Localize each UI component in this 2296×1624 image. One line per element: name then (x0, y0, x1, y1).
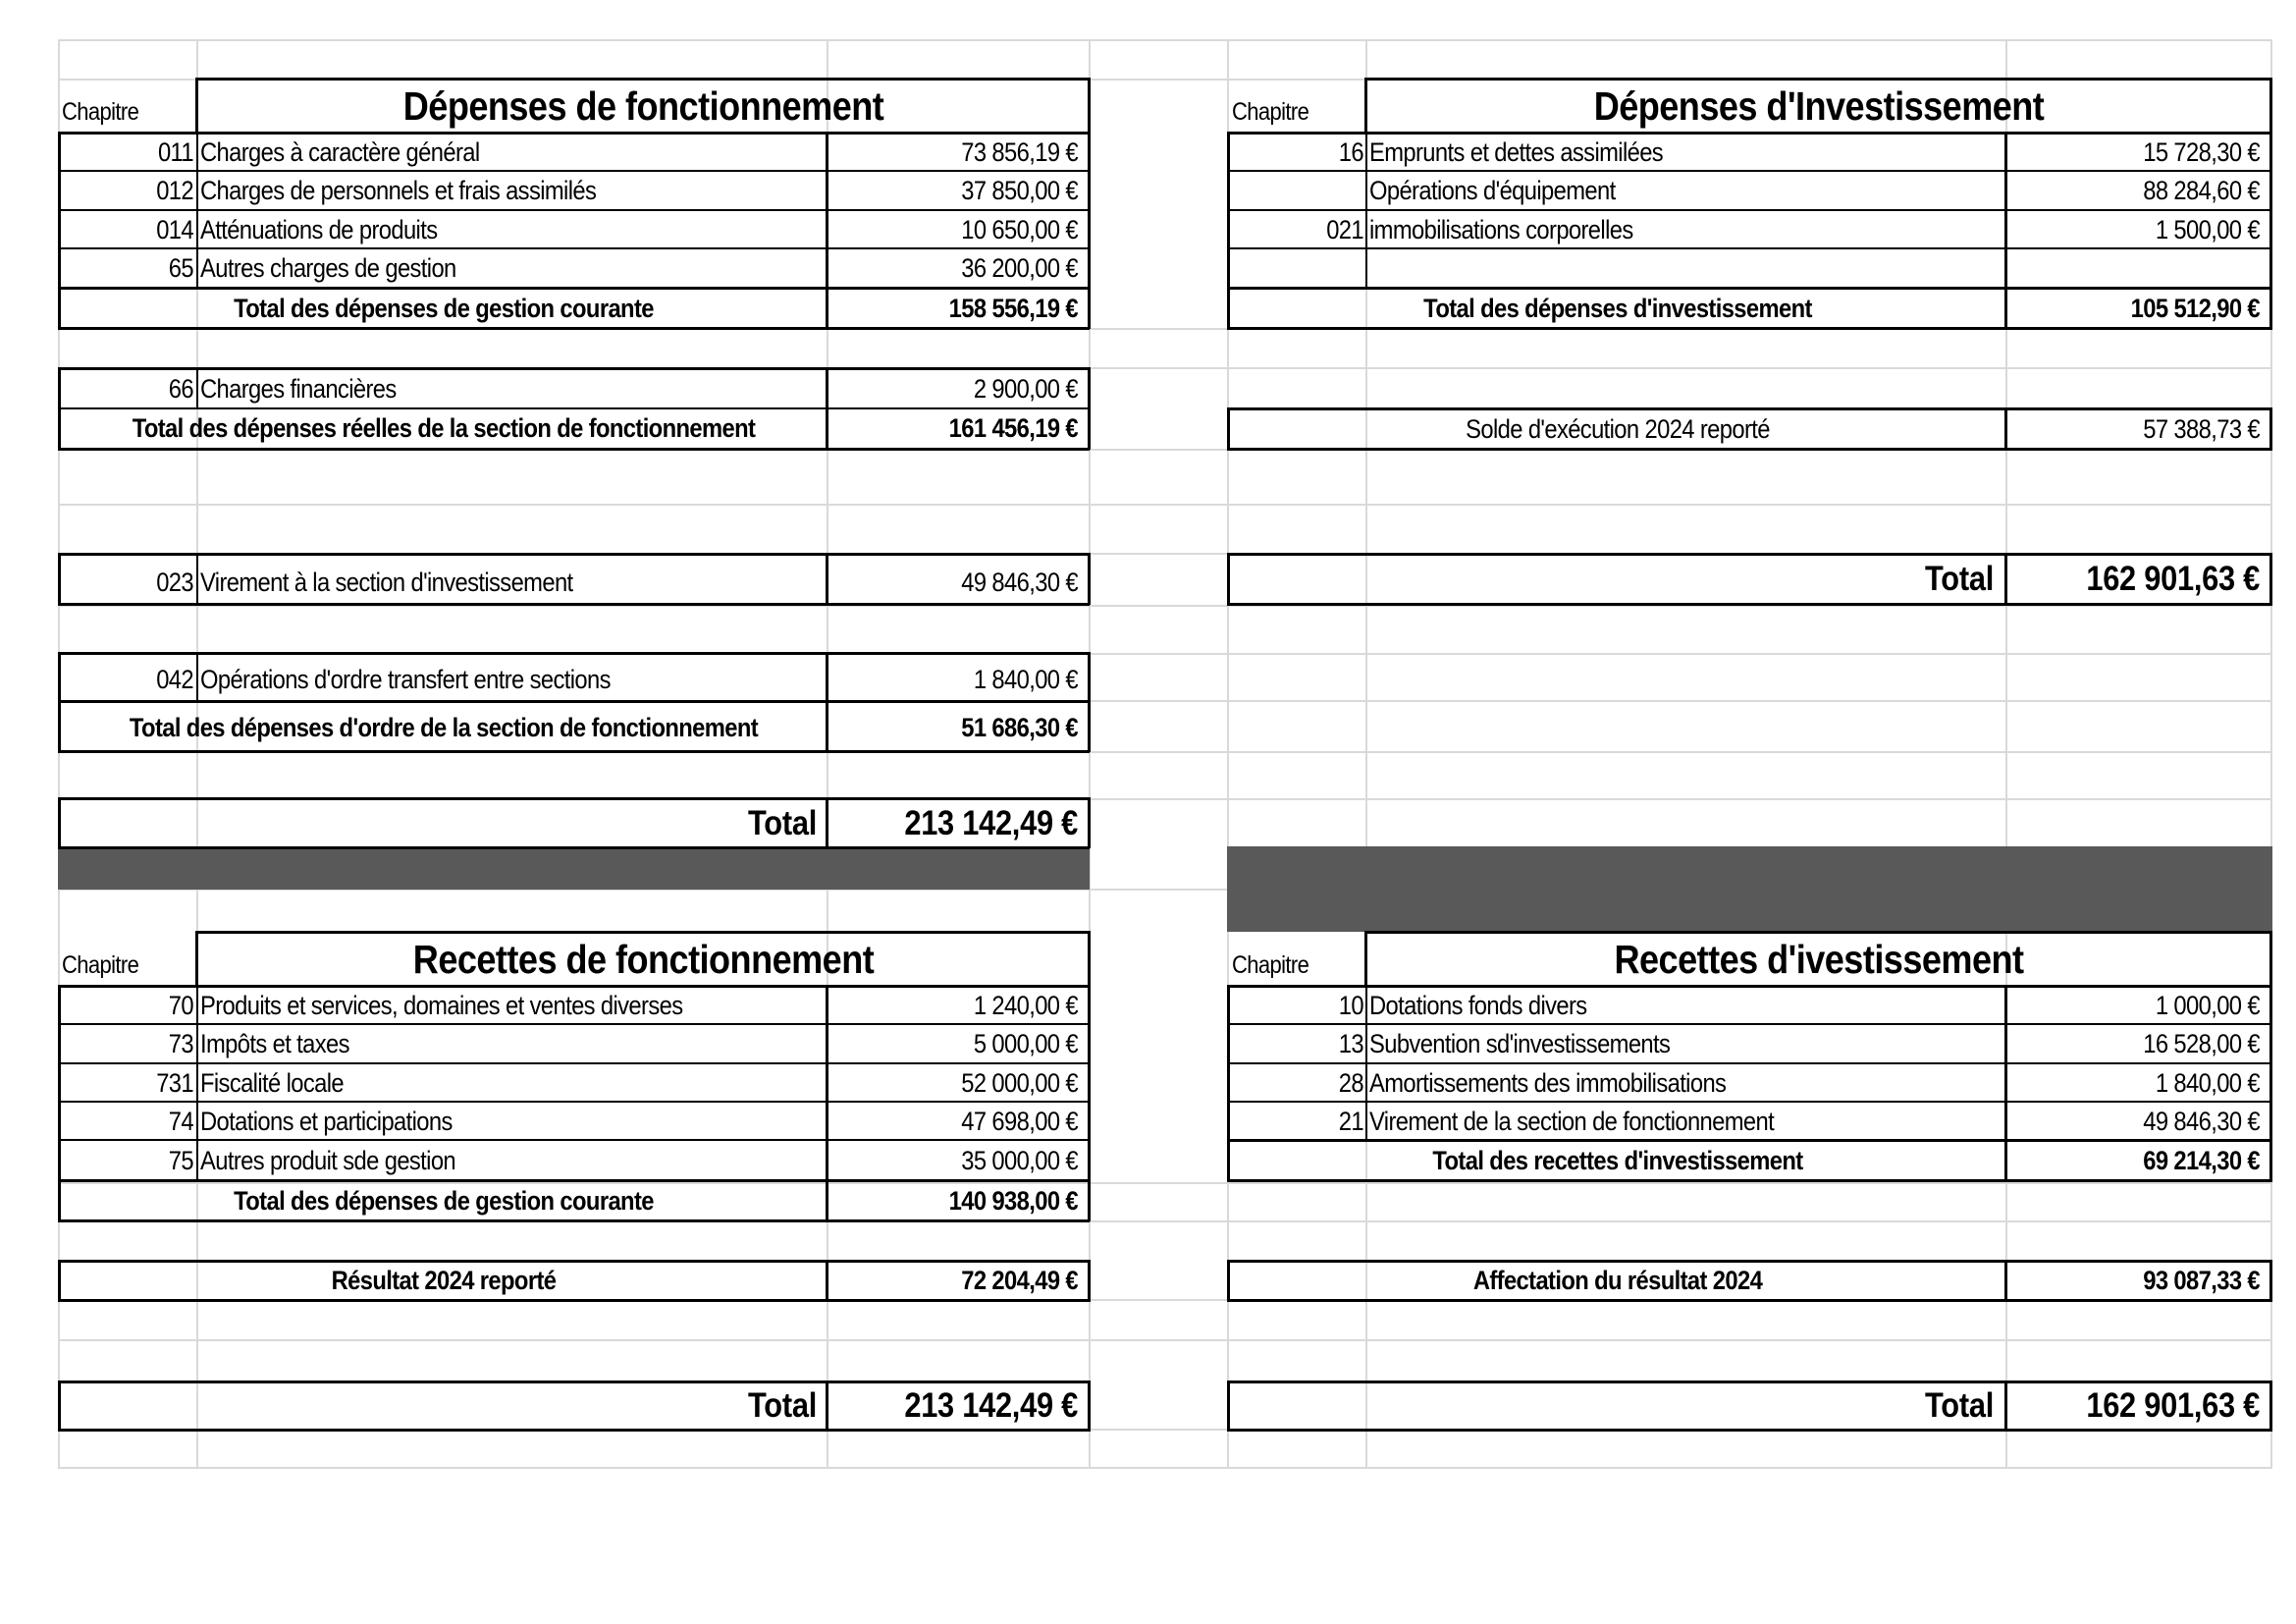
row-code: 012 (156, 175, 193, 205)
row-label: Amortissements des immobilisations (1369, 1067, 1727, 1098)
row-amount: 10 650,00 € (961, 214, 1078, 244)
subtotal-label: Total des dépenses de gestion courante (234, 293, 654, 323)
row-amount: 16 528,00 € (2143, 1028, 2260, 1058)
row-code: 042 (156, 665, 193, 694)
section-title: Dépenses d'Investissement (1593, 82, 2045, 129)
total-amount: 162 901,63 € (2086, 560, 2260, 598)
chapitre-header: Chapitre (62, 97, 139, 126)
row-code: 731 (156, 1067, 193, 1098)
row-amount: 72 204,49 € (961, 1266, 1078, 1295)
row-label: Fiscalité locale (200, 1067, 344, 1098)
row-code: 65 (168, 253, 193, 283)
row-label: immobilisations corporelles (1369, 214, 1633, 244)
row-amount: 88 284,60 € (2143, 175, 2260, 205)
section-title: Recettes d'ivestissement (1614, 936, 2024, 982)
row-code: 66 (168, 373, 193, 404)
total-label: Total (1925, 1386, 1994, 1425)
subtotal-label: Total des dépenses d'ordre de la section de fonctionnement (129, 712, 759, 742)
separator-band-right (1227, 846, 2272, 932)
row-code: 21 (1338, 1106, 1363, 1136)
row-amount: 1 840,00 € (2155, 1067, 2260, 1098)
row-code: 023 (156, 568, 193, 597)
row-label: Autres charges de gestion (200, 253, 456, 283)
row-amount: 57 388,73 € (2143, 413, 2260, 444)
row-amount: 1 840,00 € (973, 665, 1078, 694)
row-code (1246, 173, 1363, 208)
row-amount: 1 000,00 € (2155, 990, 2260, 1020)
row-label: Affectation du résultat 2024 (1472, 1266, 1763, 1295)
chapitre-header: Chapitre (62, 950, 139, 979)
row-amount: 47 698,00 € (961, 1106, 1078, 1136)
total-amount: 213 142,49 € (904, 1386, 1078, 1425)
row-label: Dotations et participations (200, 1106, 453, 1136)
section-title: Recettes de fonctionnement (412, 936, 875, 982)
row-amount: 49 846,30 € (2143, 1106, 2260, 1136)
row-label: Charges à caractère général (200, 136, 480, 167)
subtotal-amount: 105 512,90 € (2130, 293, 2260, 323)
row-label: Dotations fonds divers (1369, 990, 1587, 1020)
total-label: Total (748, 1386, 817, 1425)
row-code: 021 (1326, 214, 1363, 244)
row-code: 74 (168, 1106, 193, 1136)
row-label: Solde d'exécution 2024 reporté (1466, 413, 1770, 444)
row-label: Opérations d'équipement (1369, 175, 1616, 205)
row-label: Produits et services, domaines et ventes diverses (200, 990, 683, 1020)
subtotal-label: Total des dépenses réelles de la section de fonctionnement (132, 413, 756, 443)
row-code: 16 (1338, 136, 1363, 167)
row-label: Subvention sd'investissements (1369, 1028, 1671, 1058)
subtotal-label: Total des recettes d'investissement (1432, 1145, 1803, 1175)
row-amount: 49 846,30 € (961, 568, 1078, 597)
row-amount: 52 000,00 € (961, 1067, 1078, 1098)
row-amount: 93 087,33 € (2143, 1266, 2260, 1295)
row-amount: 1 240,00 € (973, 990, 1078, 1020)
row-label: Virement de la section de fonctionnement (1369, 1106, 1775, 1136)
row-label: Opérations d'ordre transfert entre sections (200, 665, 611, 694)
section-title: Dépenses de fonctionnement (402, 82, 884, 129)
chapitre-header: Chapitre (1232, 950, 1309, 979)
subtotal-amount: 51 686,30 € (961, 712, 1078, 742)
row-code: 10 (1338, 990, 1363, 1020)
row-code: 13 (1338, 1028, 1363, 1058)
row-amount: 1 500,00 € (2155, 214, 2260, 244)
row-amount: 2 900,00 € (973, 373, 1078, 404)
row-amount: 36 200,00 € (961, 253, 1078, 283)
row-code: 28 (1338, 1067, 1363, 1098)
row-code: 75 (168, 1145, 193, 1175)
row-code: 014 (156, 214, 193, 244)
total-label: Total (748, 803, 817, 842)
subtotal-amount: 69 214,30 € (2143, 1145, 2260, 1175)
row-label: Emprunts et dettes assimilées (1369, 136, 1664, 167)
subtotal-label: Total des dépenses d'investissement (1423, 293, 1812, 323)
subtotal-amount: 158 556,19 € (948, 293, 1078, 323)
row-label: Impôts et taxes (200, 1028, 349, 1058)
row-label: Résultat 2024 reporté (331, 1266, 557, 1295)
row-code: 70 (168, 990, 193, 1020)
total-amount: 162 901,63 € (2086, 1386, 2260, 1425)
row-label: Virement à la section d'investissement (200, 568, 573, 597)
row-label: Charges de personnels et frais assimilés (200, 175, 597, 205)
row-code: 73 (168, 1028, 193, 1058)
row-label: Atténuations de produits (200, 214, 438, 244)
row-amount: 5 000,00 € (973, 1028, 1078, 1058)
total-amount: 213 142,49 € (904, 803, 1078, 842)
row-code: 011 (157, 136, 193, 167)
row-label: Charges financières (200, 373, 397, 404)
row-amount: 15 728,30 € (2143, 136, 2260, 167)
separator-band-left (58, 846, 1090, 890)
total-label: Total (1925, 560, 1994, 598)
subtotal-amount: 161 456,19 € (948, 413, 1078, 443)
row-amount: 37 850,00 € (961, 175, 1078, 205)
row-label: Autres produit sde gestion (200, 1145, 456, 1175)
chapitre-header: Chapitre (1232, 97, 1309, 126)
subtotal-label: Total des dépenses de gestion courante (234, 1185, 654, 1216)
subtotal-amount: 140 938,00 € (948, 1185, 1078, 1216)
row-amount: 35 000,00 € (961, 1145, 1078, 1175)
row-amount: 73 856,19 € (961, 136, 1078, 167)
